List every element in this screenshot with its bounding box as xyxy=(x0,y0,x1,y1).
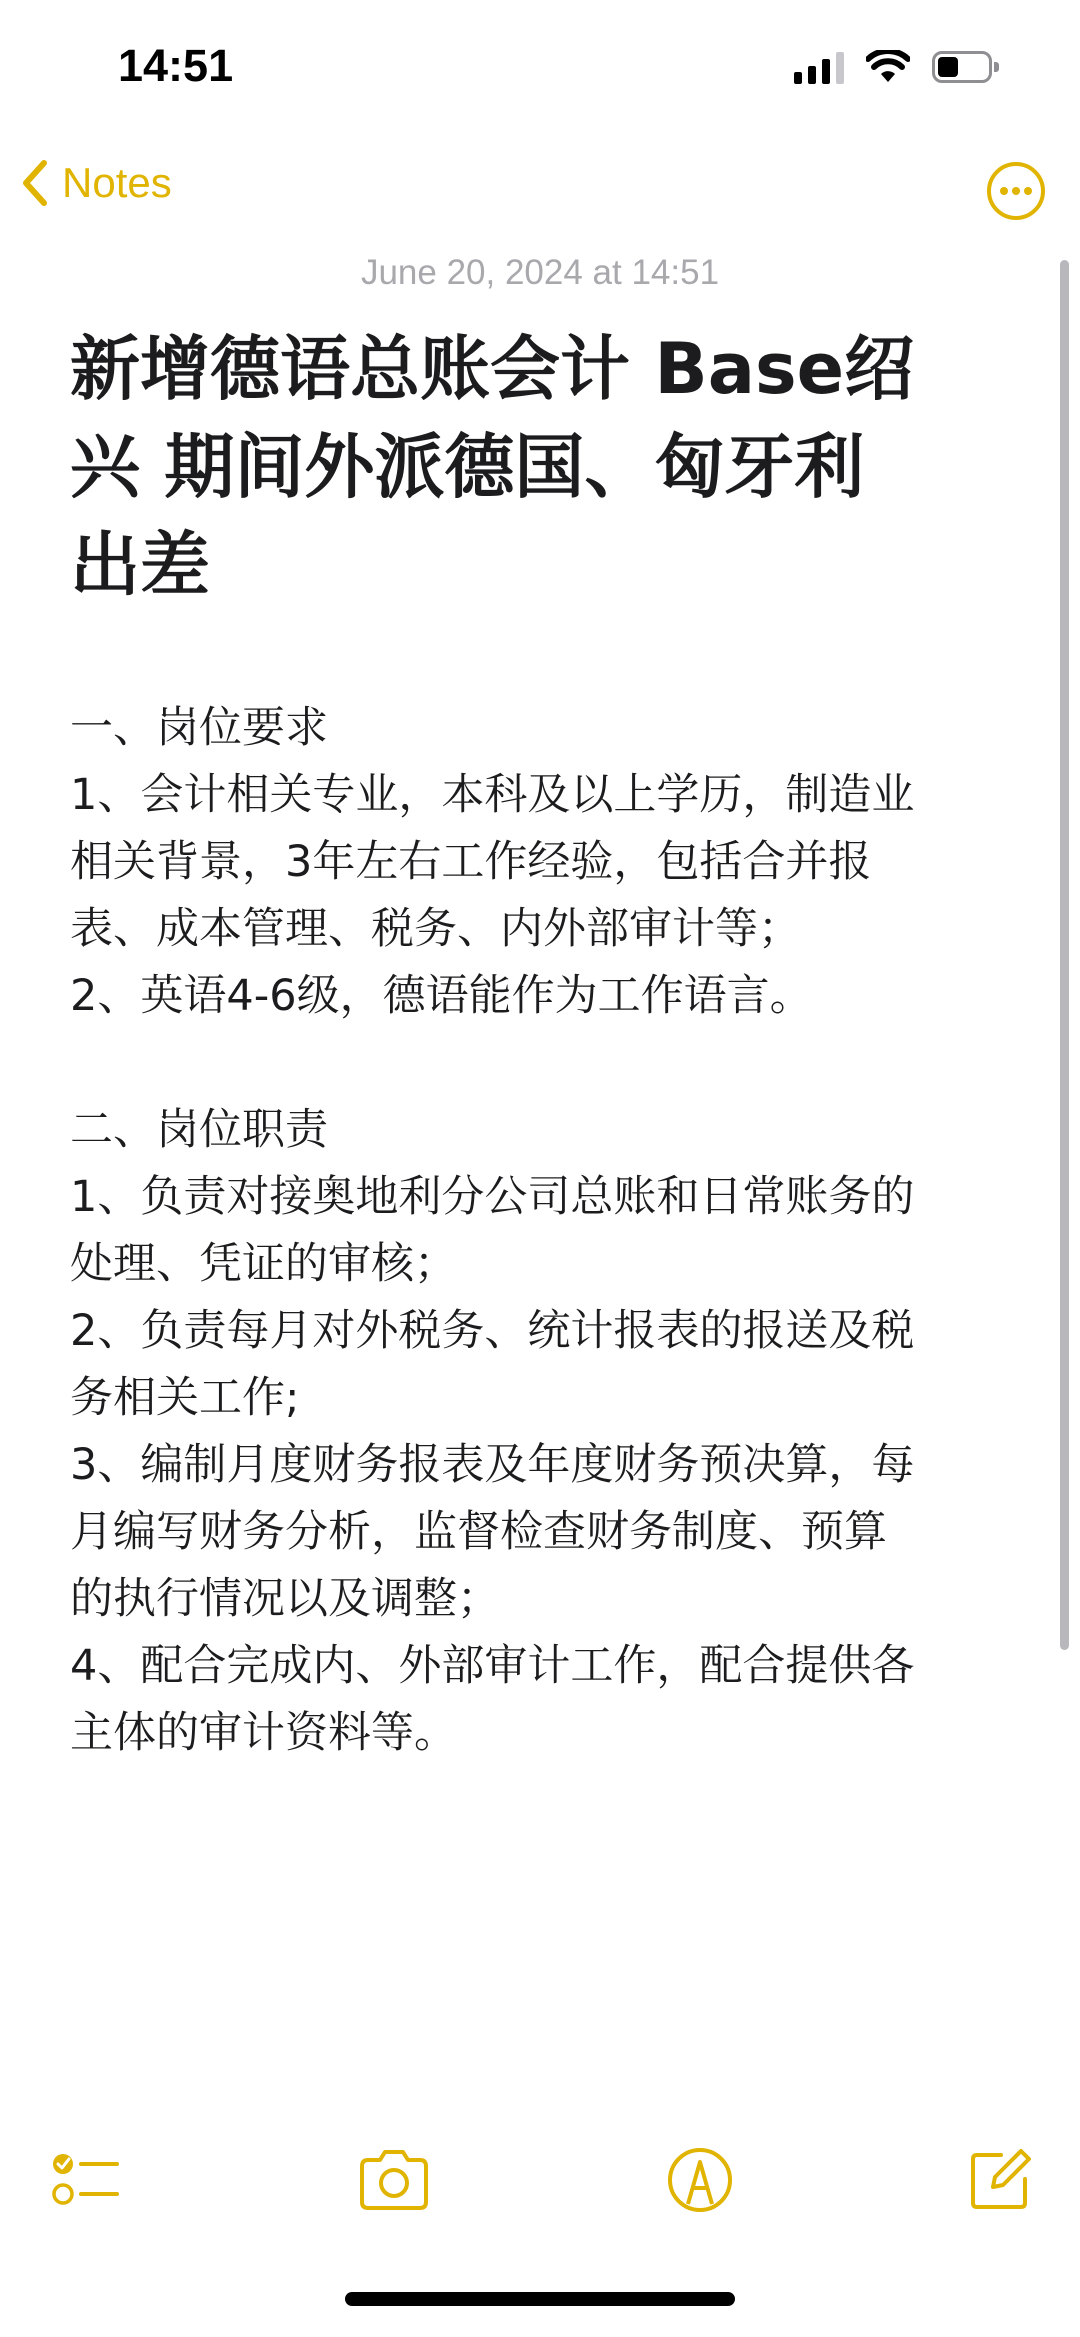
note-body-line xyxy=(70,1030,1020,1097)
back-button-label: Notes xyxy=(62,159,172,206)
note-body-line: 4、配合完成内、外部审计工作，配合提供各 xyxy=(70,1641,915,1691)
note-date: June 20, 2024 at 14:51 xyxy=(360,253,720,292)
note-body-line: 月编写财务分析，监督检查财务制度、预算 xyxy=(70,1507,887,1557)
note-body-line: 二、岗位职责 xyxy=(70,1105,328,1155)
note-body-line: 3、编制月度财务报表及年度财务预决算，每 xyxy=(70,1440,915,1490)
compose-icon[interactable] xyxy=(960,2140,1040,2220)
note-body-line: 一、岗位要求 xyxy=(70,703,328,753)
note-title[interactable] xyxy=(70,320,1020,614)
navigation-bar xyxy=(0,150,1080,230)
checklist-icon[interactable] xyxy=(45,2140,125,2220)
bottom-toolbar xyxy=(0,2140,1080,2240)
note-body-line: 2、英语4-6级，德语能作为工作语言。 xyxy=(70,971,813,1021)
chevron-left-icon xyxy=(20,158,50,208)
status-time: 14:51 xyxy=(118,40,234,91)
note-body-line: 处理、凭证的审核； xyxy=(70,1239,457,1289)
camera-icon[interactable] xyxy=(354,2140,434,2220)
cellular-signal-icon xyxy=(794,50,844,84)
scrollbar[interactable] xyxy=(1060,260,1069,1650)
note-body-line: 的执行情况以及调整； xyxy=(70,1574,500,1624)
back-button[interactable] xyxy=(20,158,172,208)
note-title-line: 出差 xyxy=(70,524,210,606)
note-title-line: 新增德语总账会计 Base绍 xyxy=(70,328,915,410)
home-indicator[interactable] xyxy=(345,2292,735,2306)
battery-icon xyxy=(932,51,1000,83)
status-icons xyxy=(794,50,1000,84)
markup-icon[interactable] xyxy=(660,2140,740,2220)
wifi-icon xyxy=(866,50,910,84)
note-body-line: 务相关工作; xyxy=(70,1373,300,1423)
note-title-line: 兴 期间外派德国、匈牙利 xyxy=(70,426,865,508)
note-body-line: 相关背景，3年左右工作经验，包括合并报 xyxy=(70,837,872,887)
more-options-icon[interactable] xyxy=(985,160,1047,222)
note-body-line: 2、负责每月对外税务、统计报表的报送及税 xyxy=(70,1306,915,1356)
note-body-line: 1、负责对接奥地利分公司总账和日常账务的 xyxy=(70,1172,915,1222)
note-body-line: 表、成本管理、税务、内外部审计等； xyxy=(70,904,801,954)
note-body-line: 1、会计相关专业，本科及以上学历，制造业 xyxy=(70,770,915,820)
note-body[interactable] xyxy=(70,695,1020,1767)
status-bar xyxy=(0,0,1080,140)
note-body-line: 主体的审计资料等。 xyxy=(70,1708,457,1758)
